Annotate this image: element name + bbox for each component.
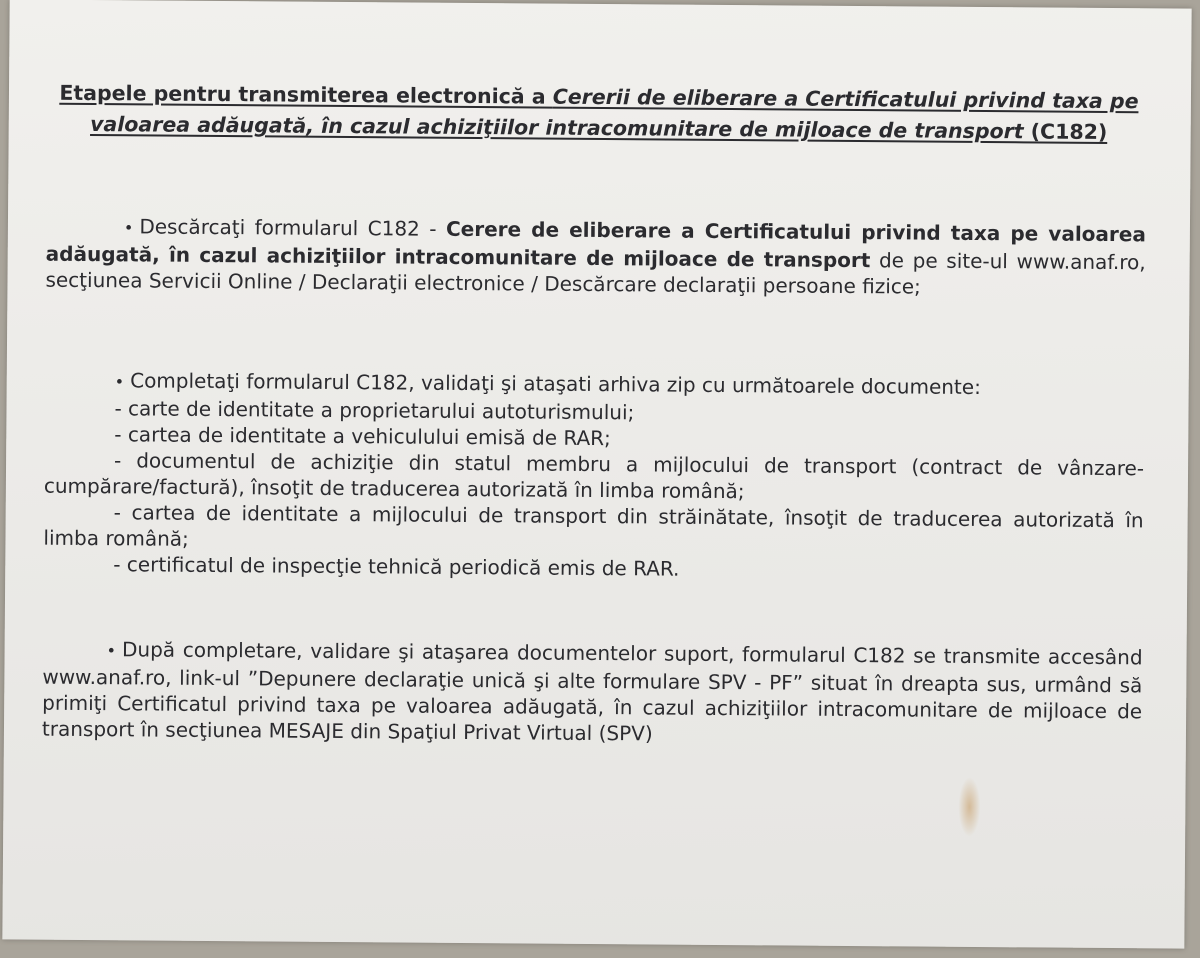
document-list-item: - certificatul de inspecţie tehnică periodică emis de RAR. — [113, 552, 680, 581]
paragraph-download-tail: de pe site-ul www.anaf.ro, secţiunea Servicii Online / Declaraţii electronice / Descărcare declaraţii persoane fizice; — [45, 248, 1146, 299]
paragraph-download — [45, 213, 1146, 302]
bullet-icon: • — [114, 372, 125, 392]
paper-stain — [958, 777, 980, 837]
title-part-1: Etapele pentru transmiterea electronică a — [59, 80, 553, 109]
bullet-icon: • — [106, 641, 117, 661]
paragraph-download-form-name: Cerere de eliberare a Certificatului privind taxa pe valoarea adăugată, în cazul achiziţiilor intracomunitare de mijloace de transport — [45, 216, 1146, 273]
paragraph-submit-text: După completare, validare şi ataşarea documentelor suport, formularul C182 se transmite accesând www.anaf.ro, link-ul ”Depunere declaraţie unică şi alte formulare SPV - PF” situat în dreapta sus, urmând să primiţi Certificatul privind taxa pe valoarea adăugată, în cazul achiziţiilor intracomunitare de mijloace de transport în secţiunea MESAJE din Spaţiul Privat Virtual (SPV) — [41, 637, 1143, 746]
document-list-item: - carte de identitate a proprietarului autoturismului; — [114, 396, 635, 425]
document-title — [49, 78, 1149, 149]
paragraph-submit — [42, 636, 1143, 751]
bullet-icon: • — [123, 218, 134, 238]
title-part-2: Cererii de eliberare a Certificatului privind taxa pe valoarea adăugată, în cazul achiziţiilor intracomunitare de mijloace de transport — [90, 84, 1139, 144]
paragraph-download-lead: Descărcaţi formularul C182 - — [139, 214, 447, 241]
document-list-item: - documentul de achiziţie din statul membru a mijlocului de transport (contract de vânzare-cumpărare/factură), însoţit de traducerea autorizată în limba română; — [43, 448, 1145, 504]
document-list-item: - cartea de identitate a vehiculului emisă de RAR; — [114, 422, 611, 451]
document-page — [2, 0, 1191, 949]
document-list-item: - cartea de identitate a mijlocului de transport din străinătate, însoţit de traducerea autorizată în limba română; — [43, 500, 1144, 551]
paragraph-complete-intro-text: Completaţi formularul C182, validaţi şi ataşati arhiva zip cu următoarele documente: — [130, 368, 981, 400]
title-part-3: (C182) — [1023, 119, 1108, 144]
paragraph-complete — [43, 367, 1145, 586]
